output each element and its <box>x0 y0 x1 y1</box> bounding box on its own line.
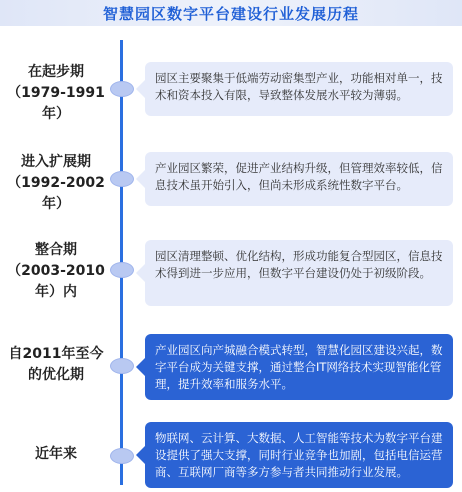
timeline-dot-3 <box>110 262 134 278</box>
timeline-dot-4 <box>110 358 134 374</box>
stage-period-1: 在起步期（1979-1991年） <box>7 64 105 122</box>
stage-period-5: 近年来 <box>35 446 77 462</box>
stage-description-2: 产业园区繁荣，促进产业结构升级，但管理效率较低，信息技术虽开始引入，但尚未形成系统性数字平台。 <box>145 152 453 206</box>
stage-period-4: 自2011年至今的优化期 <box>8 346 104 383</box>
timeline-dot-5 <box>110 448 134 464</box>
stage-description-1: 园区主要聚集于低端劳动密集型产业，功能相对单一，技术和资本投入有限，导致整体发展水平较为薄弱。 <box>145 62 453 116</box>
stage-description-3: 园区清理整顿、优化结构，形成功能复合型园区，信息技术得到进一步应用，但数字平台建设仍处于初级阶段。 <box>145 240 453 306</box>
stage-description-4: 产业园区向产城融合模式转型，智慧化园区建设兴起，数字平台成为关键支撑，通过整合IT网络技术实现智能化管理，提升效率和服务水平。 <box>145 334 453 400</box>
stage-period-3: 整合期（2003-2010年）内 <box>7 242 105 300</box>
stage-period-2: 进入扩展期（1992-2002年） <box>7 154 105 212</box>
timeline-dot-2 <box>110 171 134 187</box>
timeline-dot-1 <box>110 81 134 97</box>
title-bar <box>0 0 462 26</box>
stage-description-5: 物联网、云计算、大数据、人工智能等技术为数字平台建设提供了强大支撑，同时行业竞争也加剧，包括电信运营商、互联网厂商等多方参与者共同推动行业发展。 <box>145 422 453 488</box>
diagram-title: 智慧园区数字平台建设行业发展历程 <box>102 4 359 23</box>
